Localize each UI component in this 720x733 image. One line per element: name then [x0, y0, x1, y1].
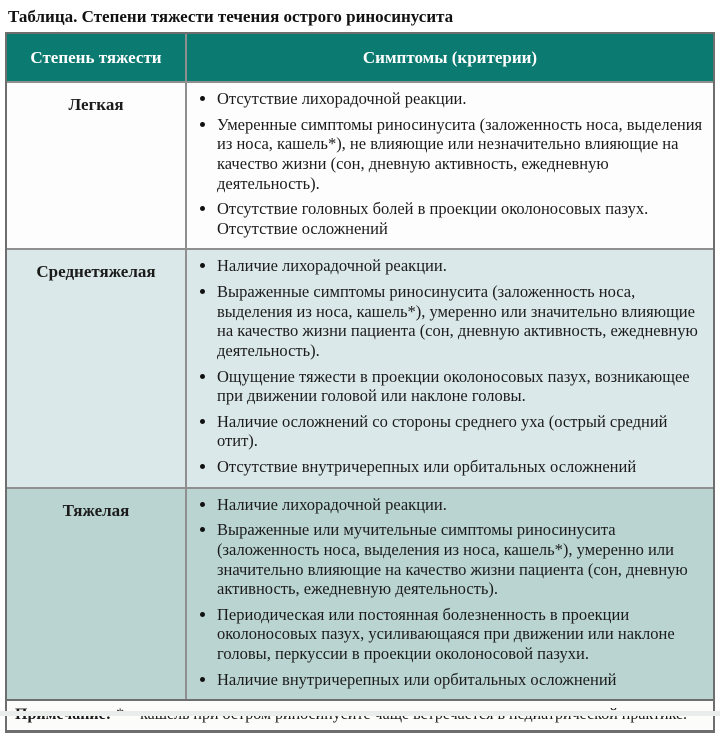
bottom-strip [0, 711, 720, 716]
table-row-severe [7, 487, 713, 700]
symptom-item: • Наличие внутричерепных или орбитальных осложнений [217, 670, 705, 690]
symptom-item: • Отсутствие головных болей в проекции околоносовых пазух. Отсутствие осложнений [217, 199, 705, 238]
symptom-item: • Умеренные симптомы риносинусита (заложенность носа, выделения из носа, кашель*), не влияющие или незначительно влияющие на качество жизни (сон, дневную активность, ежедневную деятельность). [217, 115, 705, 194]
table-header-row [7, 34, 713, 81]
table-row-moderate [7, 248, 713, 486]
symptom-list-moderate [187, 256, 705, 476]
severity-label-moderate: Среднетяжелая [7, 250, 187, 486]
symptom-item: • Наличие осложнений со стороны среднего уха (острый средний отит). [217, 412, 705, 451]
table-caption: Таблица. Степени тяжести течения острого риносинусита [8, 7, 454, 26]
symptom-item: • Отсутствие лихорадочной реакции. [217, 89, 705, 109]
table-row-mild [7, 81, 713, 248]
severity-label-mild: Легкая [7, 83, 187, 248]
symptom-list-mild [187, 89, 705, 238]
symptom-item: • Ощущение тяжести в проекции околоносовых пазух, возникающее при движении головой или наклоне головы. [217, 367, 705, 406]
symptom-item: • Выраженные или мучительные симптомы риносинусита (заложенность носа, выделения из носа, кашель*), умеренно или значительно влияющие на качество жизни пациента (сон, дневную активность, ежедневную деятельность). [217, 520, 705, 599]
symptoms-cell-moderate [187, 250, 713, 486]
symptom-item: • Наличие лихорадочной реакции. [217, 495, 705, 515]
symptom-item: • Наличие лихорадочной реакции. [217, 256, 705, 276]
symptom-list-severe [187, 495, 705, 690]
symptom-item: • Отсутствие внутричерепных или орбитальных осложнений [217, 457, 705, 477]
severity-label-severe: Тяжелая [7, 489, 187, 700]
header-symptoms-column: Симптомы (критерии) [362, 47, 538, 67]
symptoms-cell-mild [187, 83, 713, 248]
header-severity-column: Степень тяжести [7, 34, 187, 81]
symptoms-cell-severe [187, 489, 713, 700]
symptom-item: • Выраженные симптомы риносинусита (заложенность носа, выделения из носа, кашель*), умеренно или значительно влияющие на качество жизни пациента (сон, дневную активность, ежедневную деятельность). [217, 282, 705, 361]
symptom-item: • Периодическая или постоянная болезненность в проекции околоносовых пазух, усиливающаяся при движении или наклоне головы, перкуссии в проекции околоносовой пазухи. [217, 605, 705, 664]
severity-table [5, 32, 715, 733]
